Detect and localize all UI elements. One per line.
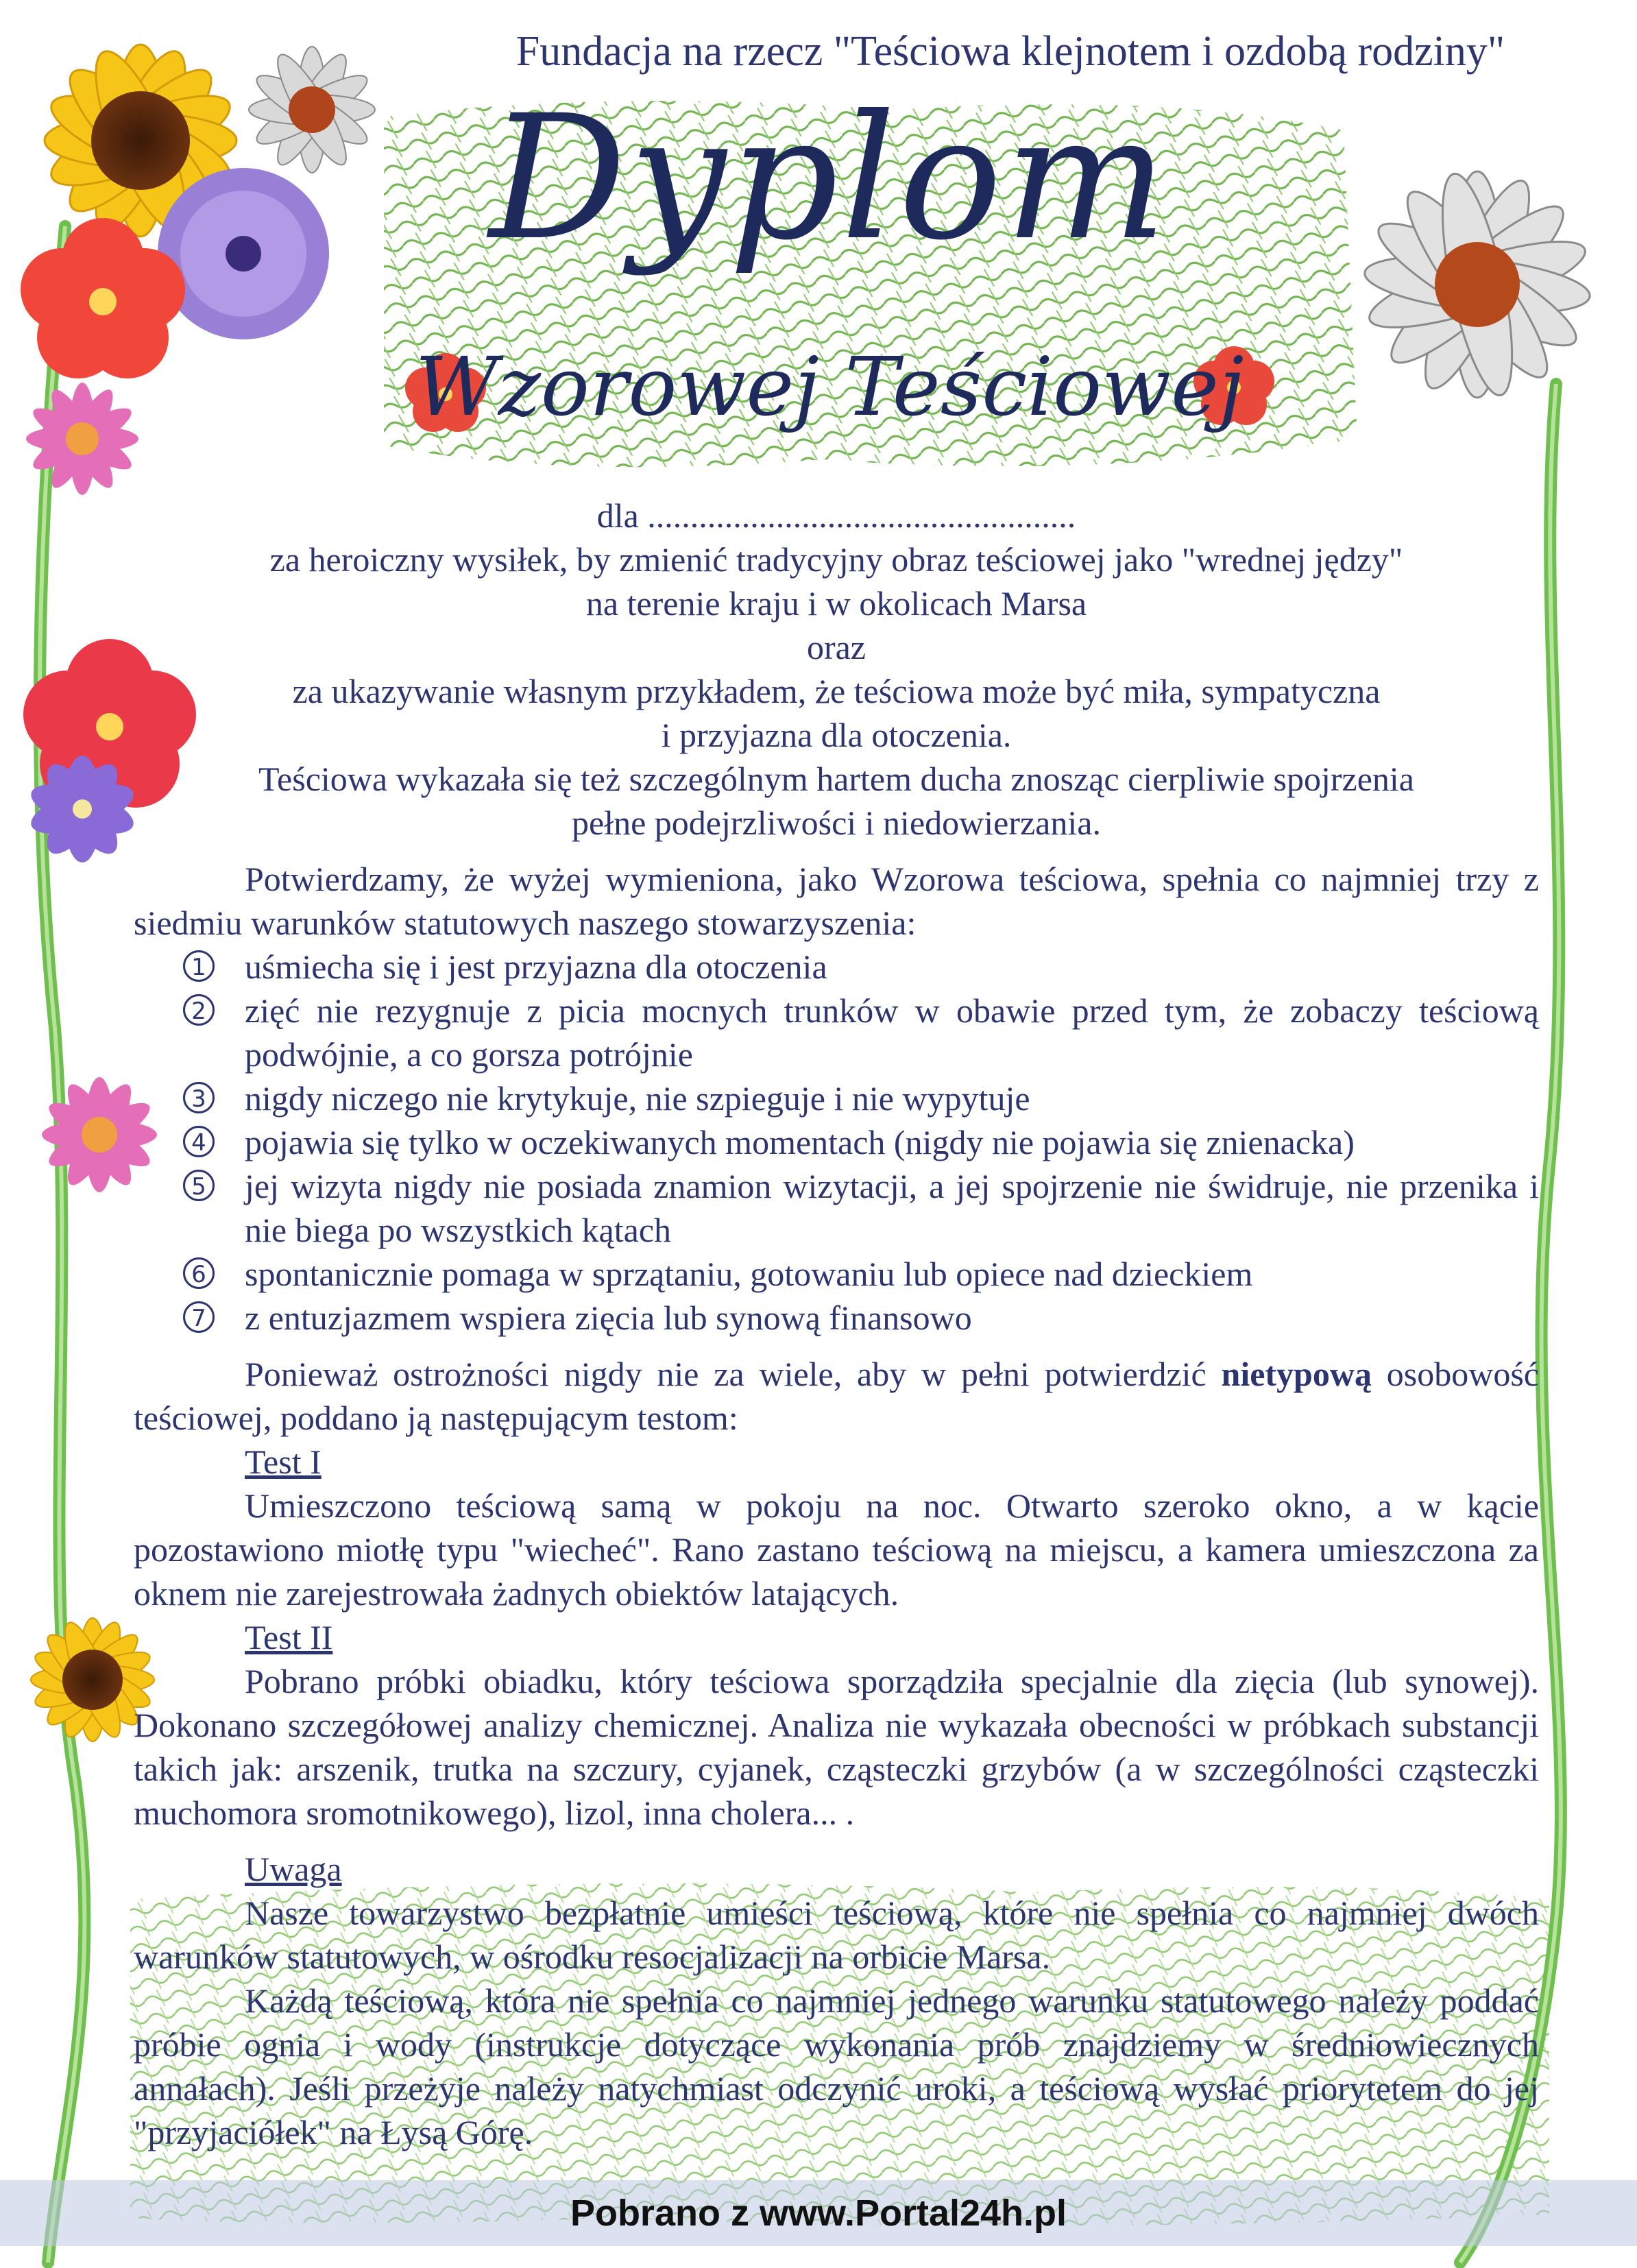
condition-item [134, 1296, 1539, 1340]
condition-text: pojawia się tylko w oczekiwanych momentach (nigdy nie pojawia się znienacka) [245, 1123, 1355, 1161]
intro-line-4: za ukazywanie własnym przykładem, że teściowa może być miła, sympatyczna [292, 672, 1381, 710]
condition-item [134, 1164, 1539, 1252]
condition-item [134, 1076, 1539, 1120]
test-1-heading: Test I [245, 1443, 322, 1481]
condition-text: z entuzjazmem wspiera zięcia lub synową finansowo [245, 1299, 972, 1337]
condition-item [134, 1252, 1539, 1296]
condition-text: zięć nie rezygnuje z picia mocnych trunków w obawie przed tym, że zobaczy teściową podwójnie, a co gorsza potrójnie [245, 991, 1539, 1074]
condition-text: jej wizyta nigdy nie posiada znamion wizytacji, a jej spojrzenie nie świdruje, nie przenika i nie biega po wszystkich kątach [245, 1167, 1539, 1249]
condition-number: 1 [183, 950, 215, 982]
foundation-name: Fundacja na rzecz "Teściowa klejnotem i ozdobą rodziny" [516, 28, 1505, 75]
condition-text: spontanicznie pomaga w sprzątaniu, gotowaniu lub opiece nad dzieckiem [245, 1255, 1253, 1293]
intro-dla: dla .................................................. [596, 496, 1076, 535]
condition-number: 7 [183, 1301, 215, 1333]
condition-number: 4 [183, 1126, 215, 1157]
condition-item [134, 945, 1539, 989]
watermark-banner: Pobrano z www.Portal24h.pl [0, 2180, 1637, 2246]
emphasis-word: nietypową [1221, 1355, 1372, 1393]
intro-line-3: oraz [806, 628, 866, 666]
diploma-body [134, 494, 1539, 2154]
note-heading: Uwaga [245, 1850, 342, 1888]
intro-line-5: i przyjazna dla otoczenia. [661, 716, 1012, 754]
condition-number: 6 [183, 1257, 215, 1289]
condition-number: 5 [183, 1170, 215, 1201]
daisy-right [1361, 169, 1592, 401]
condition-text: uśmiecha się i jest przyjazna dla otoczenia [245, 948, 827, 986]
diploma-subtitle: Wzorowej Teściowej [415, 339, 1244, 434]
condition-number: 2 [183, 994, 215, 1026]
intro-line-1: za heroiczny wysiłek, by zmienić tradycyjny obraz teściowej jako "wrednej jędzy" [269, 540, 1403, 579]
test-1-text: Umieszczono teściową samą w pokoju na noc. Otwarto szeroko okno, a w kącie pozostawiono miotłę typu "wiecheć". Rano zastano teściową na miejscu, a kamera umieszczona za oknem nie zarejestrowała żadnych obiektów latających. [134, 1486, 1539, 1613]
conditions-list [134, 945, 1539, 1340]
intro-line-2: na terenie kraju i w okolicach Marsa [585, 584, 1087, 623]
intro-line-6: Teściowa wykazała się też szczególnym hartem ducha znosząc cierpliwie spojrzenia [258, 760, 1414, 798]
note-paragraph-2: Każdą teściową, która nie spełnia co najmniej jednego warunku statutowego należy poddać próbie ognia i wody (instrukcje dotyczące wykonania prób znajdziemy w średniowiecznych annałach). Jeśli przeżyje należy natychmiast odczynić uroki, a teściową wysłać priorytetem do jej "przyjaciółek" na Łysą Górę. [134, 1981, 1539, 2151]
intro-line-7: pełne podejrzliwości i niedowierzania. [572, 804, 1101, 842]
morning-glory [158, 168, 329, 339]
condition-text: nigdy niczego nie krytykuje, nie szpieguje i nie wypytuje [245, 1079, 1030, 1118]
confirmation-paragraph: Potwierdzamy, że wyżej wymieniona, jako Wzorowa teściowa, spełnia co najmniej trzy z siedmiu warunków statutowych naszego stowarzyszenia: [134, 860, 1539, 942]
tests-intro: Ponieważ ostrożności nigdy nie za wiele, aby w pełni potwierdzić nietypową osobowość teściowej, poddano ją następującym testom: [134, 1355, 1539, 1437]
condition-number: 3 [183, 1082, 215, 1113]
test-2-text: Pobrano próbki obiadku, który teściowa sporządziła specjalnie dla zięcia (lub synowej). Dokonano szczegółowej analizy chemicznej. Analiza nie wykazała obecności w próbkach substancji takich jak: arszenik, trutka na szczury, cyjanek, cząsteczki grzybów (a w szczególności cząsteczki muchomora sromotnikowego), lizol, inna cholera... . [134, 1662, 1539, 1832]
test-2-heading: Test II [245, 1618, 333, 1656]
condition-item [134, 989, 1539, 1076]
note-paragraph-1: Nasze towarzystwo bezpłatnie umieści teściową, które nie spełnia co najmniej dwóch warunków statutowych, w ośrodku resocjalizacji na orbicie Marsa. [134, 1894, 1539, 1976]
diploma-title: Dyplom [489, 78, 1170, 278]
condition-item [134, 1120, 1539, 1164]
